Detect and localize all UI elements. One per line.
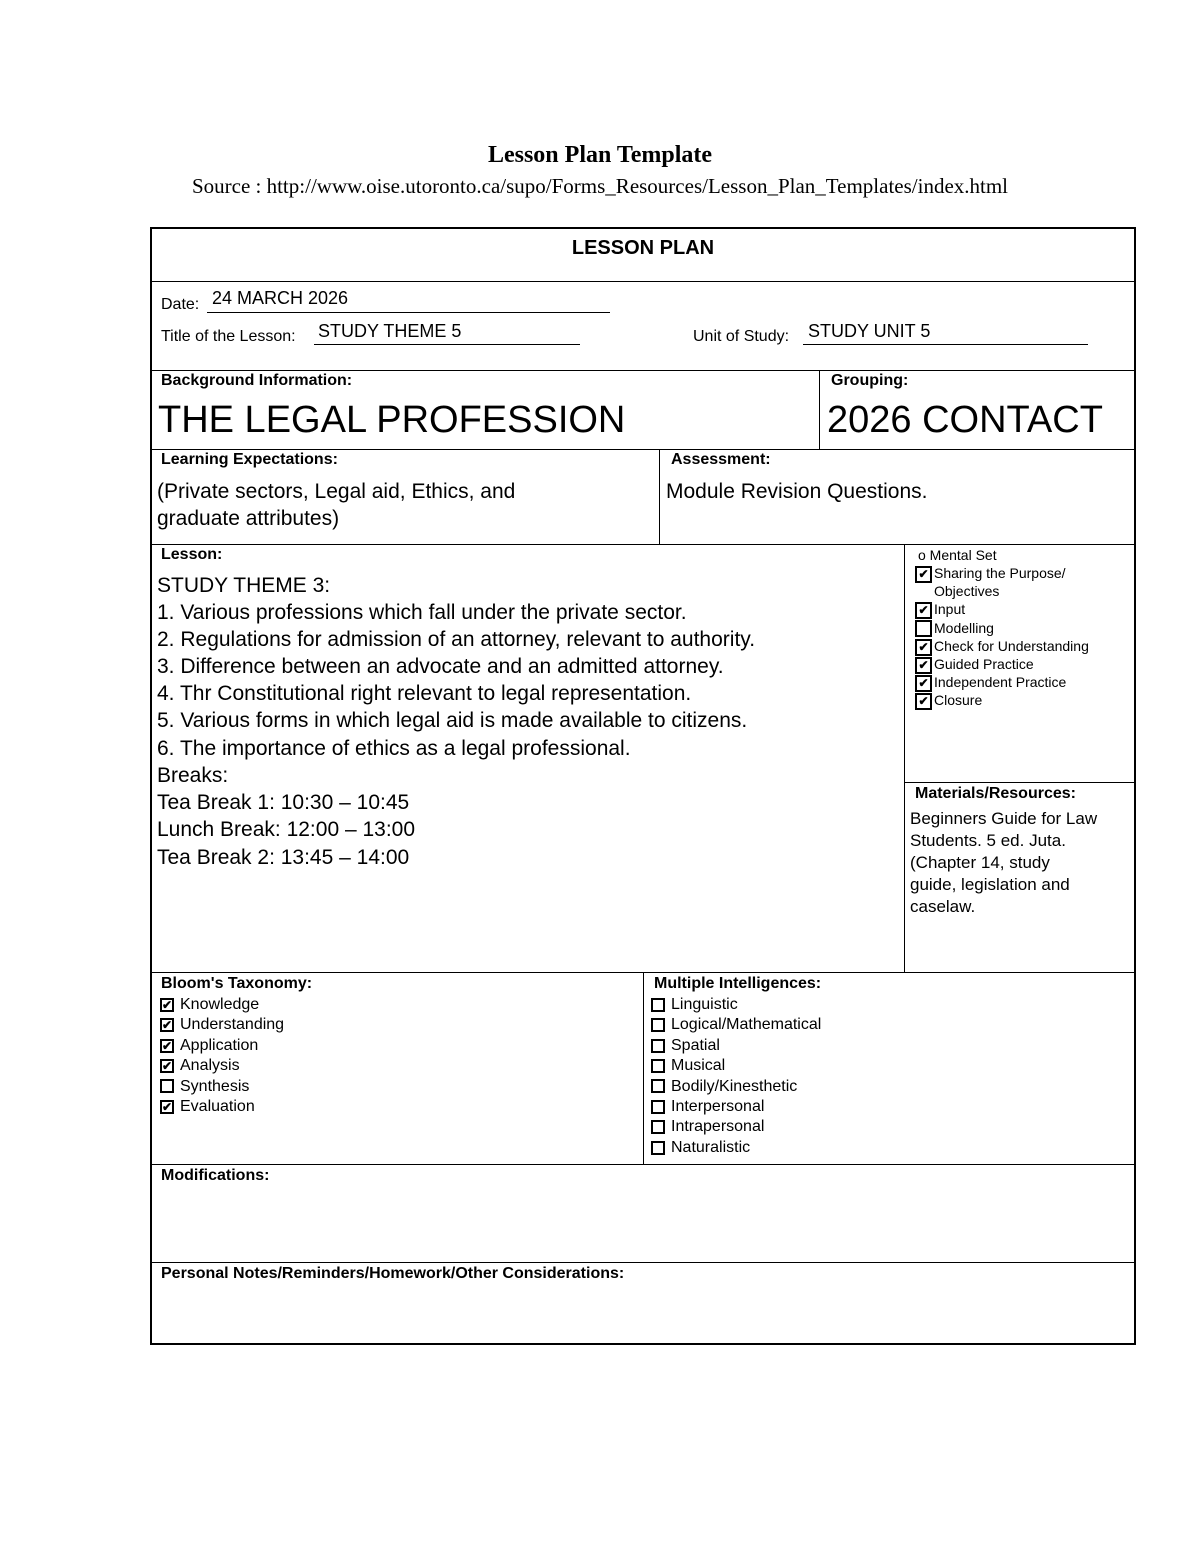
blooms-item[interactable] xyxy=(160,1097,255,1117)
checkbox-icon[interactable] xyxy=(651,998,665,1012)
assessment-label: Assessment: xyxy=(671,451,771,468)
unit-underline xyxy=(803,344,1088,345)
intelligence-item[interactable] xyxy=(651,1077,797,1097)
checked-checkbox-icon[interactable]: ✔ xyxy=(915,693,932,710)
notes-label: Personal Notes/Reminders/Homework/Other Considerations: xyxy=(161,1265,625,1282)
blooms-label: Understanding xyxy=(180,1016,285,1034)
intelligence-label: Linguistic xyxy=(671,996,738,1013)
blooms-label: Knowledge xyxy=(180,996,260,1013)
grouping-label: Grouping: xyxy=(831,372,909,389)
blooms-item[interactable] xyxy=(160,1056,240,1076)
intelligence-label: Naturalistic xyxy=(671,1138,751,1156)
blooms-label: Evaluation xyxy=(180,1098,255,1115)
lesson-step-label: Check for Understanding xyxy=(934,637,1089,654)
checkbox-icon[interactable] xyxy=(651,1018,665,1032)
checked-checkbox-icon[interactable]: ✔ xyxy=(162,1038,173,1053)
checked-checkbox-icon[interactable]: ✔ xyxy=(162,1058,173,1073)
lesson-line: 6. The importance of ethics as a legal professional. xyxy=(157,737,631,760)
divider xyxy=(659,449,660,544)
lesson-line: Breaks: xyxy=(157,764,229,787)
intelligence-item[interactable] xyxy=(651,1036,720,1056)
lesson-step-label: Input xyxy=(934,601,966,618)
date-field[interactable]: 24 MARCH 2026 xyxy=(212,288,349,308)
intelligence-label: Logical/Mathematical xyxy=(671,1016,822,1034)
lesson-line: 4. Thr Constitutional right relevant to legal representation. xyxy=(157,682,692,705)
lesson-step-item[interactable] xyxy=(915,619,994,638)
checkbox-icon[interactable] xyxy=(651,1100,665,1114)
expectations-line-1: (Private sectors, Legal aid, Ethics, and xyxy=(157,480,516,503)
lesson-step-item[interactable] xyxy=(915,691,982,710)
materials-line: guide, legislation and xyxy=(910,875,1070,894)
lesson-step-label: Closure xyxy=(934,692,983,709)
lesson-title-field[interactable]: STUDY THEME 5 xyxy=(318,321,462,341)
lesson-line: 3. Difference between an advocate and an admitted attorney. xyxy=(157,655,724,678)
intelligence-label: Spatial xyxy=(671,1036,720,1054)
divider xyxy=(150,1262,1136,1263)
modifications-label: Modifications: xyxy=(161,1167,270,1184)
lesson-step-label: Objectives xyxy=(934,583,1000,600)
date-label: Date: xyxy=(161,296,200,313)
materials-line: Beginners Guide for Law xyxy=(910,809,1098,828)
lesson-line: STUDY THEME 3: xyxy=(157,574,331,597)
lesson-line: Lunch Break: 12:00 – 13:00 xyxy=(157,818,416,841)
divider xyxy=(150,281,1136,282)
blooms-label: Application xyxy=(180,1036,259,1054)
materials-label: Materials/Resources: xyxy=(915,785,1076,802)
document-source: Source : http://www.oise.utoronto.ca/supo/Forms_Resources/Lesson_Plan_Templates/index.html xyxy=(191,174,1009,198)
intelligence-item[interactable] xyxy=(651,1056,725,1076)
blooms-label: Bloom's Taxonomy: xyxy=(161,975,313,992)
document-title: Lesson Plan Template xyxy=(487,142,713,168)
lesson-line: Tea Break 1: 10:30 – 10:45 xyxy=(157,791,410,814)
intelligence-label: Intrapersonal xyxy=(671,1118,765,1136)
intelligences-label: Multiple Intelligences: xyxy=(654,975,822,992)
divider xyxy=(904,782,1136,783)
lesson-step-item[interactable] xyxy=(915,673,1066,692)
checkbox-icon[interactable] xyxy=(651,1059,665,1073)
lesson-step-item[interactable] xyxy=(915,600,965,619)
intelligence-label: Bodily/Kinesthetic xyxy=(671,1077,798,1095)
materials-line: (Chapter 14, study xyxy=(910,853,1050,872)
intelligence-item[interactable] xyxy=(651,1138,750,1158)
divider xyxy=(150,544,1136,545)
intelligence-item[interactable] xyxy=(651,1015,821,1035)
lesson-step-label: Independent Practice xyxy=(934,674,1067,691)
checkbox-icon[interactable] xyxy=(651,1079,665,1093)
intelligence-item[interactable] xyxy=(651,1117,764,1137)
lesson-title-underline xyxy=(314,344,580,345)
divider xyxy=(150,449,1136,450)
assessment-value: Module Revision Questions. xyxy=(666,480,928,503)
lesson-step-label: Guided Practice xyxy=(934,656,1034,672)
checkbox-icon[interactable] xyxy=(651,1039,665,1053)
expectations-label: Learning Expectations: xyxy=(161,451,338,468)
intelligence-item[interactable] xyxy=(651,995,738,1015)
divider xyxy=(150,1164,1136,1165)
checked-checkbox-icon[interactable]: ✔ xyxy=(162,1099,173,1114)
materials-line: caselaw. xyxy=(910,897,976,916)
checked-checkbox-icon[interactable]: ✔ xyxy=(162,1018,173,1033)
lesson-line: 5. Various forms in which legal aid is made available to citizens. xyxy=(157,709,748,732)
intelligence-label: Musical xyxy=(671,1057,726,1075)
lesson-line: 2. Regulations for admission of an attorney, relevant to authority. xyxy=(157,628,756,651)
checkbox-icon[interactable] xyxy=(651,1120,665,1134)
blooms-item[interactable] xyxy=(160,1077,249,1097)
lesson-step-label: Modelling xyxy=(934,619,994,636)
divider xyxy=(150,370,1136,371)
materials-text xyxy=(910,808,1132,918)
divider xyxy=(904,544,905,972)
form-header: LESSON PLAN xyxy=(571,237,715,259)
unit-label: Unit of Study: xyxy=(693,328,790,345)
divider xyxy=(643,972,644,1164)
lesson-step-label: Sharing the Purpose/ xyxy=(934,565,1066,581)
checked-checkbox-icon[interactable]: ✔ xyxy=(915,602,932,619)
lesson-title-label: Title of the Lesson: xyxy=(161,328,296,345)
lesson-step-item[interactable] xyxy=(915,582,999,600)
materials-line: Students. 5 ed. Juta. xyxy=(910,831,1066,850)
checked-checkbox-icon[interactable]: ✔ xyxy=(162,997,173,1012)
lesson-label: Lesson: xyxy=(161,546,223,563)
checkbox-icon[interactable] xyxy=(915,620,932,637)
lesson-step-item[interactable] xyxy=(915,655,1034,674)
background-label: Background Information: xyxy=(161,372,353,389)
unit-field[interactable]: STUDY UNIT 5 xyxy=(808,321,931,341)
blooms-item[interactable] xyxy=(160,995,259,1015)
blooms-item[interactable] xyxy=(160,1036,258,1056)
expectations-line-2: graduate attributes) xyxy=(157,507,340,530)
intelligence-item[interactable] xyxy=(651,1097,764,1117)
checked-checkbox-icon[interactable]: ✔ xyxy=(915,675,932,692)
divider xyxy=(819,370,820,449)
blooms-item[interactable] xyxy=(160,1015,284,1035)
lesson-line: Tea Break 2: 13:45 – 14:00 xyxy=(157,846,410,869)
mental-set-item: o Mental Set xyxy=(918,547,997,563)
background-value: THE LEGAL PROFESSION xyxy=(158,399,626,441)
checkbox-icon[interactable] xyxy=(651,1141,665,1155)
checked-checkbox-icon[interactable]: ✔ xyxy=(915,657,932,674)
blooms-label: Analysis xyxy=(180,1057,240,1075)
grouping-value: 2026 CONTACT xyxy=(827,399,1103,441)
checked-checkbox-icon[interactable]: ✔ xyxy=(915,566,932,583)
lesson-step-item[interactable] xyxy=(915,637,1089,656)
checked-checkbox-icon[interactable]: ✔ xyxy=(915,639,932,656)
date-underline xyxy=(207,312,610,313)
blooms-label: Synthesis xyxy=(180,1077,250,1095)
checkbox-icon[interactable] xyxy=(160,1079,174,1093)
intelligence-label: Interpersonal xyxy=(671,1098,765,1115)
lesson-step-item[interactable] xyxy=(915,564,1066,583)
lesson-line: 1. Various professions which fall under the private sector. xyxy=(157,601,687,624)
